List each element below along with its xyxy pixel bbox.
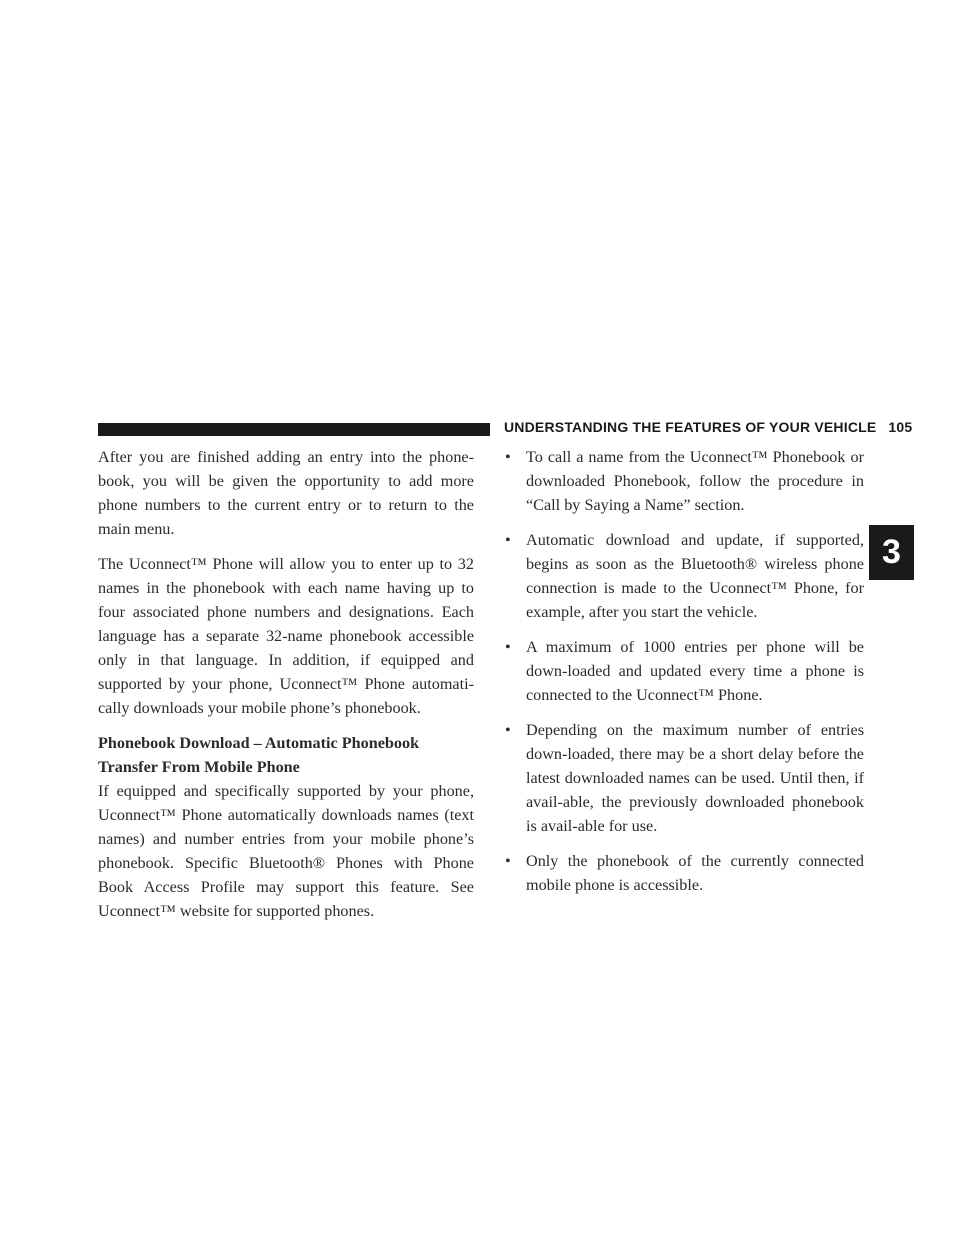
running-header [504, 419, 912, 435]
chapter-number: 3 [882, 533, 901, 571]
paragraph-add-entry: After you are finished adding an entry into the phone-book, you will be given the opportunity to add more phone numbers to the current entry or to return to the main menu. [98, 448, 474, 538]
bullet-icon: • [505, 638, 511, 656]
list-item-text: To call a name from the Uconnect™ Phonebook or downloaded Phonebook, follow the procedure in “Call by Saying a Name” section. [526, 448, 864, 514]
bullet-icon: • [505, 721, 511, 739]
list-item [505, 849, 864, 897]
bullet-icon: • [505, 852, 511, 870]
list-item-text: Only the phonebook of the currently connected mobile phone is accessible. [526, 852, 864, 894]
list-item-text: Depending on the maximum number of entries down-loaded, there may be a short delay before the latest downloaded names can be used. Until then, if avail-able, the previously downloaded phonebook is avail-able for use. [526, 721, 864, 835]
right-column [505, 445, 864, 908]
list-item-text: Automatic download and update, if supported, begins as soon as the Bluetooth® wireless phone connection is made to the Uconnect™ Phone, for example, after you start the vehicle. [526, 531, 864, 621]
bullet-icon: • [505, 531, 511, 549]
list-item [505, 528, 864, 624]
bullet-list [505, 445, 864, 897]
list-item [505, 445, 864, 517]
header-rule-bar [98, 423, 490, 436]
section-heading-phonebook-download: Phonebook Download – Automatic Phonebook Transfer From Mobile Phone [98, 734, 420, 776]
page-number: 105 [888, 419, 913, 435]
list-item [505, 635, 864, 707]
list-item-text: A maximum of 1000 entries per phone will be down-loaded and updated every time a phone is connected to the Uconnect™ Phone. [526, 638, 864, 704]
paragraph-auto-download: If equipped and specifically supported by your phone, Uconnect™ Phone automatically downloads names (text names) and number entries from your mobile phone’s phonebook. Specific Bluetooth® Phones with Phone Book Access Profile may support this feature. See Uconnect™ website for supported phones. [98, 782, 474, 920]
paragraph-phonebook-capacity: The Uconnect™ Phone will allow you to enter up to 32 names in the phonebook with each name having up to four associated phone numbers and designations. Each language has a separate 32-name phonebook accessible only in that language. In addition, if equipped and supported by your phone, Uconnect™ Phone automati-cally downloads your mobile phone’s phonebook. [98, 555, 474, 717]
section-title: UNDERSTANDING THE FEATURES OF YOUR VEHICLE [504, 419, 877, 435]
bullet-icon: • [505, 448, 511, 466]
left-column [98, 445, 474, 934]
chapter-tab [869, 525, 914, 580]
list-item [505, 718, 864, 838]
